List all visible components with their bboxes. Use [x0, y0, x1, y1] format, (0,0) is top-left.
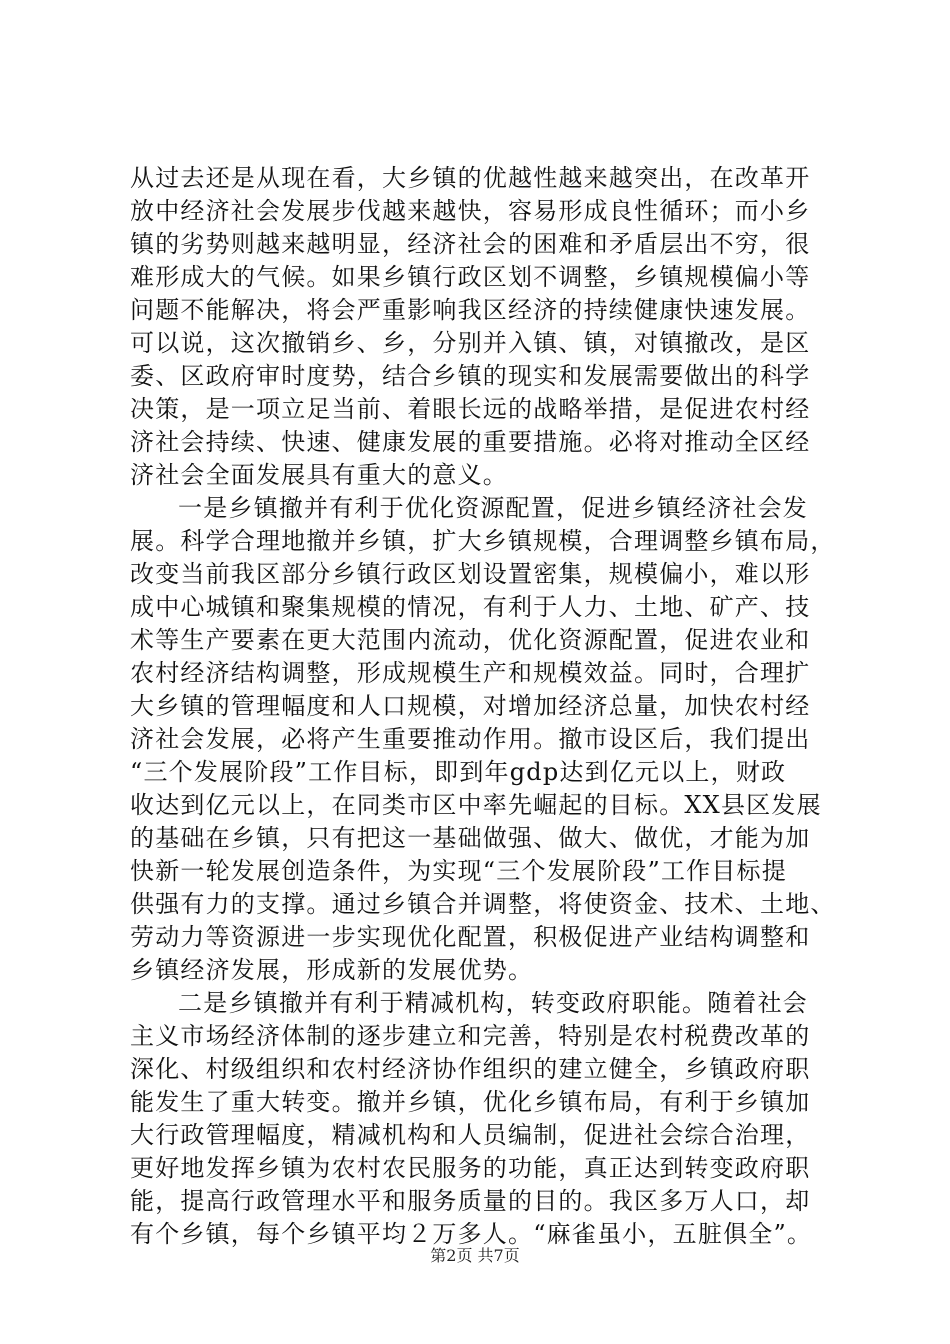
text-line: “三个发展阶段”工作目标，即到年gdp达到亿元以上，财政: [130, 758, 787, 786]
text-line: 大乡镇的管理幅度和人口规模，对增加经济总量，加快农村经: [130, 692, 811, 720]
text-line: 主义市场经济体制的逐步建立和完善，特别是农村税费改革的: [130, 1022, 811, 1050]
text-line: 供强有力的支撑。通过乡镇合并调整，将使资金、技术、土地、: [130, 890, 836, 918]
text-line: 深化、村级组织和农村经济协作组织的建立健全，乡镇政府职: [130, 1055, 811, 1083]
text-line: 放中经济社会发展步伐越来越快，容易形成良性循环；而小乡: [130, 197, 811, 225]
text-line: 济社会全面发展具有重大的意义。: [130, 461, 508, 489]
text-line: 镇的劣势则越来越明显，经济社会的困难和矛盾层出不穷，很: [130, 230, 811, 258]
text-line: 的基础在乡镇，只有把这一基础做强、做大、做优，才能为加: [130, 824, 811, 852]
paragraph-first-line: 一是乡镇撤并有利于优化资源配置，促进乡镇经济社会发: [178, 494, 808, 522]
text-line: 有个乡镇，每个乡镇平均２万多人。“麻雀虽小，五脏俱全”。: [130, 1220, 813, 1248]
text-line: 济社会持续、快速、健康发展的重要措施。必将对推动全区经: [130, 428, 811, 456]
paragraph-first-line: 二是乡镇撤并有利于精减机构，转变政府职能。随着社会: [178, 989, 808, 1017]
text-line: 乡镇经济发展，形成新的发展优势。: [130, 956, 534, 984]
text-line: 展。科学合理地撤并乡镇，扩大乡镇规模，合理调整乡镇布局，: [130, 527, 836, 555]
page-number-footer: 第2页 共7页: [430, 1246, 520, 1265]
text-line: 能发生了重大转变。撤并乡镇，优化乡镇布局，有利于乡镇加: [130, 1088, 811, 1116]
text-line: 更好地发挥乡镇为农村农民服务的功能，真正达到转变政府职: [130, 1154, 811, 1182]
text-line: 快新一轮发展创造条件，为实现“三个发展阶段”工作目标提: [130, 857, 787, 885]
text-line: 劳动力等资源进一步实现优化配置，积极促进产业结构调整和: [130, 923, 811, 951]
text-line: 收达到亿元以上，在同类市区中率先崛起的目标。XX县区发展: [130, 791, 822, 819]
text-line: 改变当前我区部分乡镇行政区划设置密集，规模偏小，难以形: [130, 560, 811, 588]
text-line: 从过去还是从现在看，大乡镇的优越性越来越突出，在改革开: [130, 164, 811, 192]
text-line: 难形成大的气候。如果乡镇行政区划不调整，乡镇规模偏小等: [130, 263, 811, 291]
text-line: 成中心城镇和聚集规模的情况，有利于人力、土地、矿产、技: [130, 593, 811, 621]
text-line: 术等生产要素在更大范围内流动，优化资源配置，促进农业和: [130, 626, 811, 654]
text-line: 能，提高行政管理水平和服务质量的目的。我区多万人口，却: [130, 1187, 811, 1215]
text-line: 可以说，这次撤销乡、乡，分别并入镇、镇，对镇撤改，是区: [130, 329, 811, 357]
text-line: 农村经济结构调整，形成规模生产和规模效益。同时，合理扩: [130, 659, 811, 687]
text-line: 问题不能解决，将会严重影响我区经济的持续健康快速发展。: [130, 296, 811, 324]
text-line: 决策，是一项立足当前、着眼长远的战略举措，是促进农村经: [130, 395, 811, 423]
document-body: [130, 162, 836, 1251]
text-line: 委、区政府审时度势，结合乡镇的现实和发展需要做出的科学: [130, 362, 811, 390]
text-line: 大行政管理幅度，精减机构和人员编制，促进社会综合治理，: [130, 1121, 811, 1149]
text-line: 济社会发展，必将产生重要推动作用。撤市设区后，我们提出: [130, 725, 811, 753]
